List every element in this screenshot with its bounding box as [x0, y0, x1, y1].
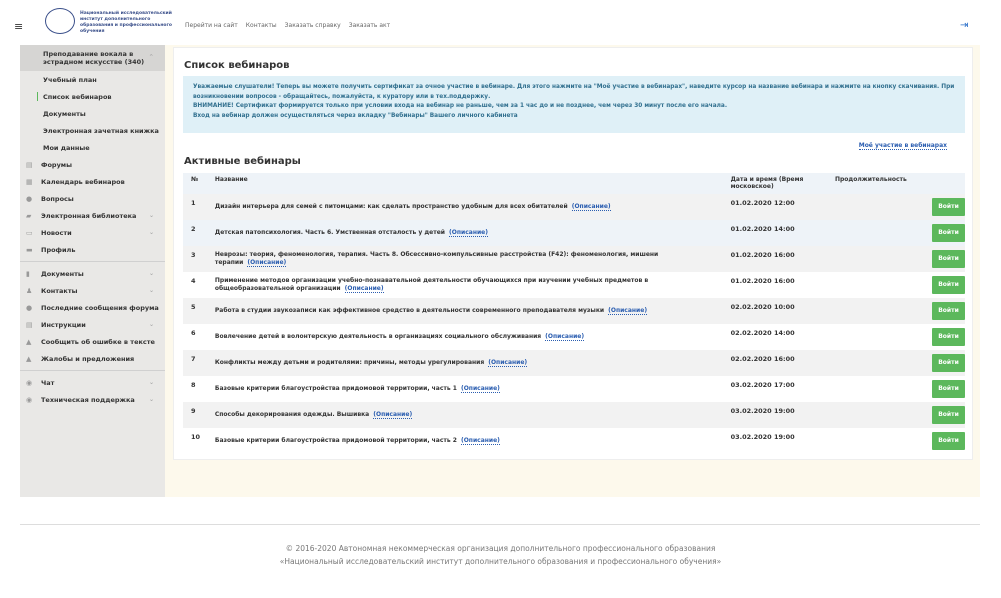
sidebar-item-label: Профиль: [41, 245, 76, 254]
webinar-name[interactable]: Применение методов организации учебно-познавательной деятельности обучающихся при изучении учебных предметов в общеобразовательной организации: [214, 277, 649, 292]
sidebar-item-label: Жалобы и предложения: [41, 354, 135, 363]
webinars-card: [173, 47, 973, 460]
webinar-duration: [827, 220, 907, 246]
row-number: 3: [183, 246, 207, 272]
chevron-down-icon[interactable]: ⌄: [148, 270, 154, 277]
sidebar-subitem-label: Документы: [43, 109, 86, 118]
logout-icon[interactable]: ⇥: [960, 20, 969, 31]
webinar-duration: [827, 376, 907, 402]
webinar-date: 01.02.2020 16:00: [730, 277, 795, 285]
calendar-icon: ▦: [26, 177, 33, 186]
webinar-duration: [827, 272, 907, 298]
nav-site-link[interactable]: Перейти на сайт: [185, 22, 238, 29]
table-row: [183, 194, 965, 220]
description-link[interactable]: (Описание): [460, 437, 500, 444]
sidebar-subitem-label: Список вебинаров: [43, 92, 112, 101]
sidebar-item-label: Техническая поддержка: [41, 395, 135, 404]
sidebar-item-label: Электронная библиотека: [41, 211, 137, 220]
col-date: Дата и время (Время московское): [723, 173, 827, 194]
alert-line: Вход на вебинар должен осуществляться через вкладку "Вебинары" Вашего личного кабинета: [193, 112, 518, 119]
join-button[interactable]: Войти: [932, 250, 965, 268]
message-icon: ●: [26, 303, 33, 312]
sidebar-item[interactable]: [20, 299, 165, 316]
join-button[interactable]: Войти: [932, 276, 965, 294]
description-link[interactable]: (Описание): [545, 333, 585, 340]
chevron-down-icon[interactable]: ⌄: [148, 287, 154, 294]
webinar-name-cell: [207, 350, 723, 376]
join-button[interactable]: Войти: [932, 328, 965, 346]
join-button[interactable]: Войти: [932, 432, 965, 450]
webinar-duration: [827, 194, 907, 220]
chat-icon: ◉: [26, 378, 33, 387]
sidebar-subitem-label: Учебный план: [43, 75, 97, 84]
sidebar-item-label: Последние сообщения форума: [41, 303, 159, 312]
webinar-date: 03.02.2020 19:00: [730, 433, 795, 441]
row-number: 5: [183, 298, 207, 324]
webinar-name-cell: [207, 246, 723, 272]
sidebar-item-label: Чат: [41, 378, 55, 387]
webinar-name[interactable]: Детская патопсихология. Часть 6. Умственная отсталость у детей: [214, 229, 446, 236]
sidebar-item[interactable]: [20, 156, 165, 173]
sidebar-item[interactable]: [20, 265, 165, 282]
footer-line: «Национальный исследовательский институт дополнительного образования и профессионального обучения»: [279, 557, 722, 566]
webinar-duration: [827, 246, 907, 272]
webinar-name-cell: [207, 402, 723, 428]
table-row: [183, 376, 965, 402]
description-link[interactable]: (Описание): [460, 385, 500, 392]
chevron-down-icon[interactable]: ⌄: [148, 396, 154, 403]
description-link[interactable]: (Описание): [373, 411, 413, 418]
warning-icon: ▲: [26, 354, 32, 363]
sidebar-item[interactable]: [20, 316, 165, 333]
sidebar-item-label: Календарь вебинаров: [41, 177, 125, 186]
forum-icon: ▤: [26, 160, 33, 169]
webinar-name-cell: [207, 324, 723, 350]
webinar-name-cell: [207, 272, 723, 298]
sidebar-item[interactable]: [20, 374, 165, 391]
col-number: №: [183, 173, 207, 194]
webinars-table: [183, 173, 965, 454]
webinar-name-cell: [207, 376, 723, 402]
join-button[interactable]: Войти: [932, 302, 965, 320]
footer-line: © 2016-2020 Автономная некоммерческая организация дополнительного профессионального образования: [285, 544, 716, 553]
sidebar-subitem-label: Мои данные: [43, 143, 90, 152]
row-number: 7: [183, 350, 207, 376]
webinar-duration: [827, 298, 907, 324]
footer: [0, 542, 1001, 568]
webinar-date: 01.02.2020 14:00: [723, 220, 827, 246]
row-number: 10: [191, 433, 201, 441]
row-number: 6: [191, 329, 196, 337]
sidebar: [20, 45, 165, 497]
sidebar-subitem-label: Электронная зачетная книжка: [43, 126, 159, 135]
page-title: Список вебинаров: [184, 60, 290, 71]
webinar-name[interactable]: Способы декорирования одежды. Вышивка: [214, 411, 370, 418]
col-duration: Продолжительность: [827, 173, 907, 194]
table-row: [183, 428, 965, 454]
col-name: Название: [207, 173, 723, 194]
table-row: [183, 272, 965, 298]
chat-icon: ◉: [26, 395, 33, 404]
webinar-name[interactable]: Вовлечение детей в волонтерскую деятельность в организациях социального обслуживания: [214, 333, 542, 340]
sidebar-subitem[interactable]: [20, 105, 165, 122]
sidebar-item[interactable]: [20, 207, 165, 224]
sidebar-item-label: Вопросы: [41, 194, 74, 203]
sidebar-item-label: Документы: [41, 269, 84, 278]
webinar-name[interactable]: Конфликты между детьми и родителями: причины, методы урегулирования: [214, 359, 485, 366]
webinar-name[interactable]: Работа в студии звукозаписи как эффективное средство в деятельности современного преподавателя музыки: [214, 307, 605, 314]
alert-line: ВНИМАНИЕ! Сертификат формируется только при условии входа на вебинар не раньше, чем за 1 час до и не позднее, чем через 30 минут после его начала.: [193, 103, 728, 109]
sidebar-item[interactable]: [20, 241, 165, 258]
document-icon: ▮: [26, 269, 30, 278]
webinar-date: 01.02.2020 16:00: [723, 246, 827, 272]
description-link[interactable]: (Описание): [344, 285, 384, 292]
logo-text[interactable]: Национальный исследовательский институт дополнительного образования и профессионального обучения: [80, 11, 172, 34]
alert-line: Уважаемые слушатели! Теперь вы можете получить сертификат за очное участие в вебинаре. Для этого нажмите на "Моё участие в вебинарах", наведите курсор на название вебинара и нажмите на кнопку скачивания. При возникновении вопросов - обращайтесь, пожалуйста, к куратору или в тех.поддержку.: [193, 84, 955, 100]
webinar-name[interactable]: Дизайн интерьера для семей с питомцами: как сделать пространство удобным для всех обитателей: [214, 203, 568, 210]
top-nav: [185, 22, 390, 29]
description-link[interactable]: (Описание): [608, 307, 648, 314]
table-row: [183, 220, 965, 246]
menu-icon[interactable]: ≡: [14, 20, 24, 33]
nav-order-certificate-link[interactable]: Заказать справку: [284, 22, 341, 29]
webinar-duration: [827, 402, 907, 428]
col-action: [907, 173, 965, 194]
sidebar-item[interactable]: [20, 282, 165, 299]
footer-divider: [20, 524, 980, 525]
profile-icon: ▬: [26, 245, 33, 254]
row-number: 1: [183, 194, 207, 220]
webinar-name-cell: [207, 298, 723, 324]
chevron-down-icon[interactable]: ⌄: [148, 321, 154, 328]
sidebar-item[interactable]: [20, 173, 165, 190]
webinar-duration: [827, 324, 907, 350]
active-webinars-heading: Активные вебинары: [184, 156, 301, 167]
webinar-date: 03.02.2020 19:00: [723, 402, 827, 428]
description-link[interactable]: (Описание): [449, 229, 488, 236]
webinar-date: 02.02.2020 10:00: [723, 298, 827, 324]
my-webinars-link[interactable]: Моё участие в вебинарах: [858, 142, 947, 149]
course-label: Преподавание вокала в эстрадном искусстве (340): [43, 50, 145, 66]
sidebar-subitem[interactable]: [20, 122, 165, 139]
row-number: 9: [183, 402, 207, 428]
description-link[interactable]: (Описание): [571, 203, 611, 210]
webinar-name[interactable]: Базовые критерии благоустройства придомовой территории, часть 1: [214, 385, 457, 392]
logo-emblem[interactable]: [45, 8, 75, 34]
instructions-icon: ▤: [26, 320, 33, 329]
sidebar-item-label: Сообщить об ошибке в тексте: [41, 337, 155, 346]
table-row: [183, 350, 965, 376]
row-number: 8: [191, 381, 196, 389]
join-button[interactable]: Войти: [932, 198, 965, 216]
sidebar-subitem[interactable]: [20, 71, 165, 88]
sidebar-item[interactable]: [20, 224, 165, 241]
join-button[interactable]: Войти: [932, 354, 965, 372]
sidebar-item[interactable]: [20, 190, 165, 207]
webinar-date: 02.02.2020 16:00: [723, 350, 827, 376]
join-button[interactable]: Войти: [932, 406, 965, 424]
webinar-date: 03.02.2020 17:00: [730, 381, 795, 389]
nav-order-act-link[interactable]: Заказать акт: [348, 22, 391, 29]
sidebar-item-label: Инструкции: [41, 320, 86, 329]
row-number: 2: [183, 220, 207, 246]
sidebar-course[interactable]: [20, 45, 165, 71]
table-row: [183, 324, 965, 350]
divider: [20, 370, 165, 371]
webinar-duration: [827, 350, 907, 376]
book-icon: ▰: [26, 211, 32, 220]
join-button[interactable]: Войти: [932, 380, 965, 398]
chevron-up-icon: ⌃: [148, 53, 154, 61]
warning-icon: ▲: [26, 337, 32, 346]
sidebar-item[interactable]: [20, 391, 165, 408]
contacts-icon: ♟: [26, 286, 33, 295]
sidebar-item[interactable]: [20, 333, 165, 350]
news-icon: ▭: [26, 228, 33, 237]
sidebar-item-label: Контакты: [41, 286, 78, 295]
question-icon: ●: [26, 194, 33, 203]
description-link[interactable]: (Описание): [247, 259, 287, 266]
sidebar-item-label: Новости: [41, 228, 72, 237]
webinar-duration: [827, 428, 907, 454]
chevron-down-icon[interactable]: ⌄: [148, 229, 154, 236]
webinar-date: 01.02.2020 12:00: [723, 194, 827, 220]
header: [0, 0, 1001, 40]
info-alert: [183, 76, 965, 133]
table-row: [183, 402, 965, 428]
sidebar-subitem[interactable]: [20, 88, 165, 105]
sidebar-item[interactable]: [20, 350, 165, 367]
table-row: [183, 246, 965, 272]
join-button[interactable]: Войти: [932, 224, 965, 242]
row-number: 4: [191, 277, 196, 285]
webinar-name[interactable]: Неврозы: теория, феноменология, терапия. Часть 8. Обсессивно-компульсивные расстройства (F42): феноменология, мишени терапии: [214, 251, 659, 266]
divider: [20, 261, 165, 262]
chevron-down-icon[interactable]: ⌄: [148, 212, 154, 219]
description-link[interactable]: (Описание): [488, 359, 528, 366]
webinar-name-cell: [207, 194, 723, 220]
webinar-name-cell: [207, 220, 723, 246]
nav-contacts-link[interactable]: Контакты: [245, 22, 277, 29]
webinar-name[interactable]: Базовые критерии благоустройства придомовой территории, часть 2: [214, 437, 457, 444]
sidebar-subitem[interactable]: [20, 139, 165, 156]
chevron-down-icon[interactable]: ⌄: [148, 379, 154, 386]
sidebar-item-label: Форумы: [41, 160, 72, 169]
webinar-date: 02.02.2020 14:00: [730, 329, 795, 337]
webinar-name-cell: [207, 428, 723, 454]
table-row: [183, 298, 965, 324]
